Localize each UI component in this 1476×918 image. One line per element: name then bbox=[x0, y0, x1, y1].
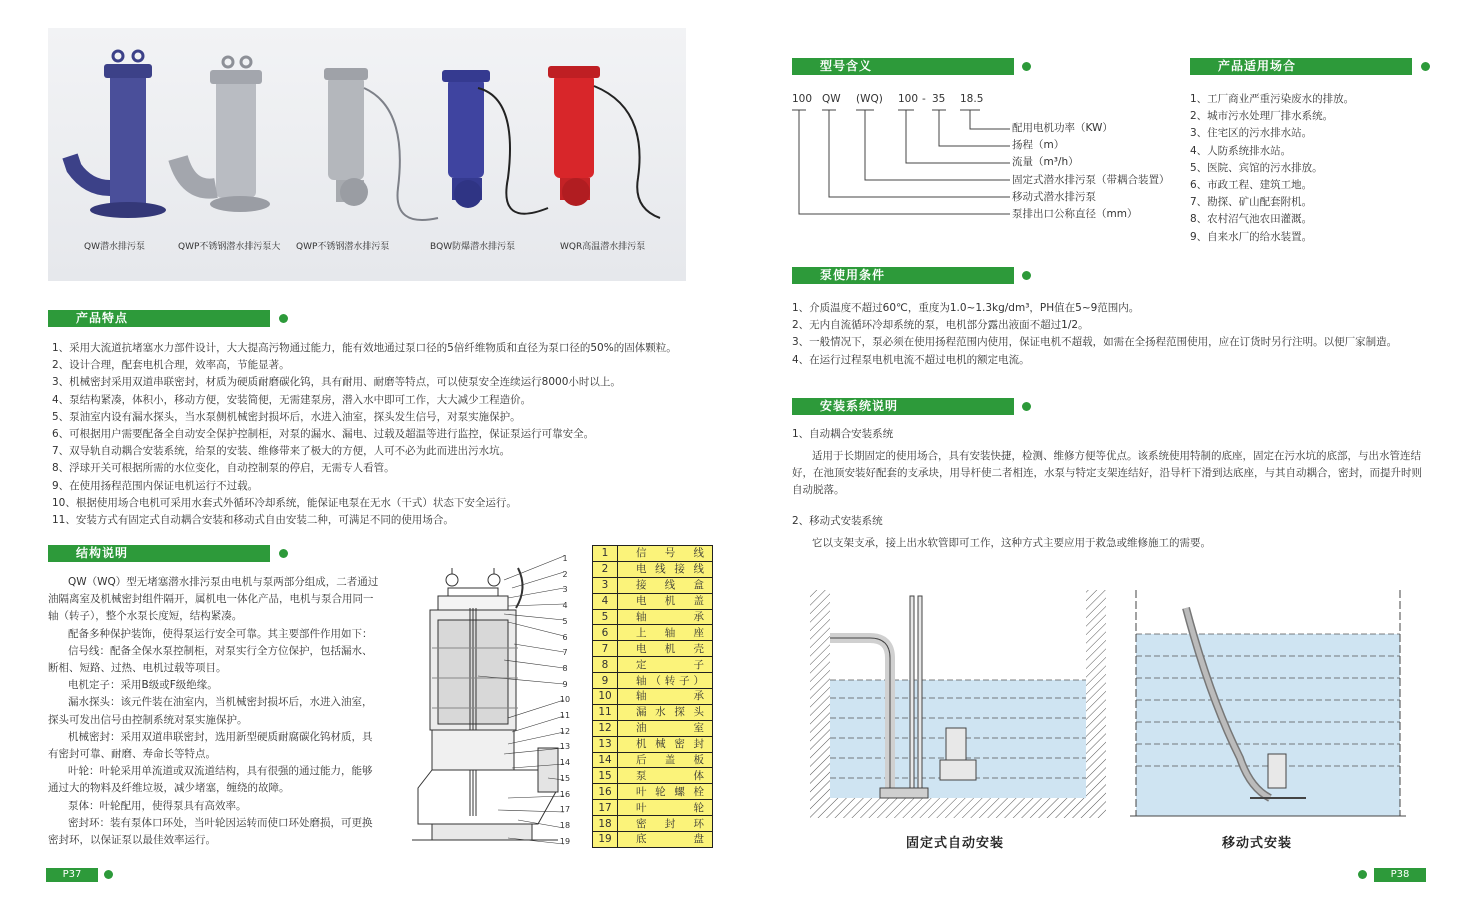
model-code-power: 18.5 bbox=[960, 93, 984, 105]
model-code-100: 100 bbox=[792, 93, 813, 105]
pump-qw-image bbox=[70, 51, 166, 218]
model-meaning: 移动式潜水排污泵 bbox=[1012, 190, 1096, 203]
structure-line: QW（WQ）型无堵塞潜水排污泵由电机与泵两部分组成，二者通过 bbox=[68, 576, 379, 588]
parts-row bbox=[593, 546, 713, 562]
model-meaning: 固定式潜水排污泵（带耦合装置） bbox=[1012, 173, 1170, 186]
parts-row bbox=[593, 800, 713, 816]
feature-item: 8、浮球开关可根据所需的水位变化，自动控制泵的停启，无需专人看管。 bbox=[52, 462, 395, 475]
conditions-header-dot bbox=[1022, 271, 1031, 280]
part-number: 3 bbox=[593, 577, 618, 593]
pump-wqr-image bbox=[548, 66, 660, 218]
structure-line: 电机定子：采用B级或F级绝缘。 bbox=[68, 679, 218, 692]
callout-number: 10 bbox=[559, 695, 571, 705]
part-number: 2 bbox=[593, 561, 618, 577]
part-name: 轴（转子） bbox=[618, 673, 713, 689]
part-number: 18 bbox=[593, 816, 618, 832]
conditions-list bbox=[792, 300, 1397, 369]
application-item: 3、住宅区的污水排水站。 bbox=[1190, 127, 1313, 140]
application-item: 4、人防系统排水站。 bbox=[1190, 144, 1292, 157]
part-name: 电机盖 bbox=[618, 593, 713, 609]
part-name: 机械密封 bbox=[618, 736, 713, 752]
page-right-dot bbox=[1358, 870, 1367, 879]
model-code-flow: 100 bbox=[898, 93, 919, 105]
condition-item: 4、在运行过程泵电机电流不超过电机的额定电流。 bbox=[792, 353, 1030, 366]
part-number: 6 bbox=[593, 625, 618, 641]
page-number-right: P38 bbox=[1374, 868, 1426, 882]
part-name: 叶轮 bbox=[618, 800, 713, 816]
parts-table bbox=[592, 545, 713, 848]
part-number: 10 bbox=[593, 689, 618, 705]
structure-line: 密封环：装有泵体口环处，当叶轮因运转而使口环处磨损，可更换 bbox=[68, 816, 373, 829]
callout-number: 18 bbox=[559, 820, 571, 830]
structure-line: 机械密封：采用双道串联密封，选用新型硬质耐腐碳化钨材质，具 bbox=[68, 730, 373, 743]
application-item: 1、工厂商业严重污染废水的排放。 bbox=[1190, 93, 1355, 105]
part-name: 定子 bbox=[618, 657, 713, 673]
callout-number: 16 bbox=[559, 789, 571, 799]
structure-line: 密封环，以保证泵以最佳效率运行。 bbox=[48, 834, 216, 847]
structure-line: 断相、短路、过热、电机过载等项目。 bbox=[48, 662, 227, 675]
callout-number: 1 bbox=[562, 554, 568, 563]
part-name: 电线接线 bbox=[618, 561, 713, 577]
part-name: 接线盒 bbox=[618, 577, 713, 593]
callout-number: 5 bbox=[562, 616, 568, 626]
structure-line: 叶轮：叶轮采用单流道或双流道结构，具有很强的通过能力，能够 bbox=[68, 765, 373, 778]
feature-item: 9、在使用扬程范围内保证电机运行不过载。 bbox=[52, 479, 259, 492]
callout-number: 9 bbox=[562, 679, 568, 689]
product-photo-banner bbox=[48, 28, 686, 281]
part-number: 13 bbox=[593, 736, 618, 752]
part-number: 8 bbox=[593, 657, 618, 673]
callout-number: 14 bbox=[559, 758, 571, 768]
model-meaning: 流量（m³/h） bbox=[1012, 156, 1079, 169]
part-number: 15 bbox=[593, 768, 618, 784]
features-list bbox=[52, 340, 677, 529]
parts-row bbox=[593, 641, 713, 657]
applications-header-dot bbox=[1421, 62, 1430, 71]
feature-item: 1、采用大流道抗堵塞水力部件设计，大大提高污物通过能力，能有效地通过泵口径的5倍纤维物质和直径为泵口径的50%的固体颗粒。 bbox=[52, 342, 677, 354]
callout-number: 13 bbox=[559, 742, 571, 752]
callout-number: 8 bbox=[562, 663, 568, 673]
part-number: 5 bbox=[593, 609, 618, 625]
parts-row bbox=[593, 832, 713, 848]
model-code-qw: QW bbox=[822, 93, 841, 105]
callout-number: 12 bbox=[559, 726, 571, 736]
application-item: 9、自来水厂的给水装置。 bbox=[1190, 230, 1313, 243]
part-name: 轴承 bbox=[618, 689, 713, 705]
model-meaning: 配用电机功率（KW） bbox=[1012, 122, 1113, 134]
part-name: 漏水探头 bbox=[618, 704, 713, 720]
fixed-install-caption: 固定式自动安装 bbox=[906, 836, 1005, 851]
model-code-wq: (WQ) bbox=[856, 93, 883, 105]
structure-line: 有密封可靠、耐磨、寿命长等特点。 bbox=[48, 748, 216, 761]
page-left-dot bbox=[104, 870, 113, 879]
fixed-install-diagram bbox=[810, 588, 1110, 820]
callout-number: 19 bbox=[559, 836, 571, 846]
parts-row bbox=[593, 704, 713, 720]
parts-row bbox=[593, 784, 713, 800]
application-item: 8、农村沼气池农田灌溉。 bbox=[1190, 213, 1313, 226]
parts-row bbox=[593, 657, 713, 673]
part-name: 叶轮螺栓 bbox=[618, 784, 713, 800]
feature-item: 7、双导轨自动耦合安装系统，给泵的安装、维修带来了极大的方便，人可不必为此而进出污水坑。 bbox=[52, 445, 511, 458]
pump-bqw-image bbox=[442, 70, 548, 214]
condition-item: 2、无内自流循环冷却系统的泵，电机部分露出液面不超过1/2。 bbox=[792, 319, 1089, 332]
callout-number: 15 bbox=[559, 773, 571, 783]
structure-header-dot bbox=[279, 549, 288, 558]
parts-row bbox=[593, 673, 713, 689]
callout-numbers bbox=[553, 551, 577, 849]
condition-item: 3、一般情况下，泵必须在使用扬程范围内使用，保证电机不超载，如需在全扬程范围使用，应在订货时另行注明。以便厂家制造。 bbox=[792, 336, 1398, 349]
model-bracket-lines bbox=[790, 106, 1012, 222]
part-number: 1 bbox=[593, 546, 618, 562]
install-header-dot bbox=[1022, 402, 1031, 411]
feature-item: 4、泵结构紧凑，体积小，移动方便，安装简便，无需建泵房，潜入水中即可工作，大大减少工程造价。 bbox=[52, 393, 532, 406]
parts-row bbox=[593, 752, 713, 768]
part-name: 轴承 bbox=[618, 609, 713, 625]
model-code-dash: - bbox=[922, 93, 926, 105]
part-name: 密封环 bbox=[618, 816, 713, 832]
part-name: 泵体 bbox=[618, 768, 713, 784]
page-number-left: P37 bbox=[46, 868, 98, 882]
parts-row bbox=[593, 768, 713, 784]
parts-row bbox=[593, 593, 713, 609]
feature-item: 2、设计合理，配套电机合理，效率高，节能显著。 bbox=[52, 359, 290, 372]
caption-qwp-large: QWP不锈钢潜水排污泵大 bbox=[178, 242, 281, 252]
parts-row bbox=[593, 609, 713, 625]
application-item: 2、城市污水处理厂排水系统。 bbox=[1190, 110, 1334, 123]
condition-item: 1、介质温度不超过60℃，重度为1.0~1.3kg/dm³，PH值在5~9范围内。 bbox=[792, 302, 1140, 314]
install-sub2: 2、移动式安装系统 bbox=[792, 515, 883, 527]
model-meanings bbox=[1012, 120, 1170, 223]
part-number: 11 bbox=[593, 704, 618, 720]
part-number: 7 bbox=[593, 641, 618, 657]
callout-number: 7 bbox=[562, 648, 568, 658]
part-name: 上轴座 bbox=[618, 625, 713, 641]
feature-item: 11、安装方式有固定式自动耦合安装和移动式自由安装二种，可满足不同的使用场合。 bbox=[52, 514, 454, 527]
callout-number: 17 bbox=[559, 805, 571, 815]
model-header: 型号含义 bbox=[792, 58, 1014, 75]
part-name: 底盘 bbox=[618, 832, 713, 848]
part-name: 油室 bbox=[618, 720, 713, 736]
caption-wqr: WQR高温潜水排污泵 bbox=[560, 242, 646, 252]
install-header: 安装系统说明 bbox=[792, 398, 1014, 415]
applications-list bbox=[1190, 91, 1354, 246]
parts-row bbox=[593, 625, 713, 641]
model-meaning: 泵排出口公称直径（mm） bbox=[1012, 208, 1138, 221]
structure-line: 漏水探头：该元件装在油室内，当机械密封损坏后，水进入油室， bbox=[68, 696, 373, 709]
mobile-install-diagram bbox=[1130, 588, 1406, 820]
structure-line: 通过大的物料及纤维垃圾，减少堵塞，缠绕的故障。 bbox=[48, 782, 290, 795]
parts-row bbox=[593, 561, 713, 577]
caption-qw: QW潜水排污泵 bbox=[84, 242, 145, 252]
structure-line: 探头可发出信号由控制系统对泵实施保护。 bbox=[48, 713, 248, 726]
part-number: 12 bbox=[593, 720, 618, 736]
feature-item: 3、机械密封采用双道串联密封，材质为硬质耐磨碳化钨，具有耐用、耐磨等特点，可以使泵安全连续运行8000小时以上。 bbox=[52, 376, 621, 389]
install-sub1: 1、自动耦合安装系统 bbox=[792, 428, 894, 440]
parts-row bbox=[593, 720, 713, 736]
install-para1-line: 适用于长期固定的使用场合，具有安装快捷，检测、维修方便等优点。该系统使用特制的底座，固定在污水坑的底部，与出水管连结 bbox=[812, 450, 1421, 462]
part-number: 17 bbox=[593, 800, 618, 816]
model-code-head: 35 bbox=[932, 93, 946, 105]
application-item: 7、勘探、矿山配套附机。 bbox=[1190, 196, 1313, 209]
structure-line: 油隔离室及机械密封组件隔开，属机电一体化产品，电机与泵合用同一 bbox=[48, 593, 374, 606]
structure-header: 结构说明 bbox=[48, 545, 270, 562]
callout-number: 3 bbox=[562, 585, 568, 595]
install-para1-line: 好，在池顶安装好配套的支承块，用导杆使二者相连，水泵与特定支架连结好，沿导杆下滑到达底座，与其自动耦合，密封，而提升时则 bbox=[792, 467, 1422, 480]
conditions-header: 泵使用条件 bbox=[792, 267, 1014, 284]
parts-row bbox=[593, 577, 713, 593]
part-name: 信号线 bbox=[618, 546, 713, 562]
part-name: 后盖板 bbox=[618, 752, 713, 768]
part-number: 16 bbox=[593, 784, 618, 800]
part-number: 14 bbox=[593, 752, 618, 768]
caption-qwp: QWP不锈钢潜水排污泵 bbox=[296, 242, 390, 252]
structure-line: 配备多种保护装饰，使得泵运行安全可靠。其主要部件作用如下： bbox=[68, 627, 373, 640]
pump-qwp-image bbox=[324, 68, 438, 220]
parts-row bbox=[593, 689, 713, 705]
pump-qwp-large-image bbox=[178, 57, 270, 212]
features-header: 产品特点 bbox=[48, 310, 270, 327]
callout-number: 4 bbox=[562, 601, 568, 611]
structure-line: 信号线：配备全保水泵控制柜，对泵实行全方位保护，包括漏水、 bbox=[68, 644, 373, 657]
feature-item: 5、泵油室内设有漏水探头，当水泵侧机械密封损坏后，水进入油室，探头发生信号，对泵实施保护。 bbox=[52, 410, 521, 423]
install-para1 bbox=[792, 448, 1422, 500]
application-item: 5、医院、宾馆的污水排放。 bbox=[1190, 161, 1323, 174]
model-header-dot bbox=[1022, 62, 1031, 71]
mobile-install-caption: 移动式安装 bbox=[1222, 836, 1293, 851]
parts-row bbox=[593, 736, 713, 752]
applications-header: 产品适用场合 bbox=[1190, 58, 1412, 75]
features-header-dot bbox=[279, 314, 288, 323]
feature-item: 10、根据使用场合电机可采用水套式外循环冷却系统，能保证电泵在无水（干式）状态下安全运行。 bbox=[52, 496, 517, 509]
part-number: 9 bbox=[593, 673, 618, 689]
feature-item: 6、可根据用户需要配备全自动安全保护控制柜，对泵的漏水、漏电、过载及超温等进行监控，保证泵运行可靠安全。 bbox=[52, 428, 595, 441]
callout-number: 11 bbox=[559, 711, 571, 721]
structure-line: 轴（转子），整个水泵长度短，结构紧凑。 bbox=[48, 610, 243, 623]
part-name: 电机壳 bbox=[618, 641, 713, 657]
application-item: 6、市政工程、建筑工地。 bbox=[1190, 179, 1313, 192]
parts-row bbox=[593, 816, 713, 832]
callout-number: 2 bbox=[562, 569, 568, 579]
callout-number: 6 bbox=[562, 632, 568, 642]
model-meaning: 扬程（m） bbox=[1012, 139, 1065, 152]
part-number: 19 bbox=[593, 832, 618, 848]
structure-line: 泵体：叶轮配用，使得泵具有高效率。 bbox=[68, 799, 247, 812]
install-para1-line: 自动脱落。 bbox=[792, 484, 845, 497]
part-number: 4 bbox=[593, 593, 618, 609]
structure-text bbox=[48, 574, 378, 849]
install-para2: 它以支架支承，接上出水软管即可工作，这种方式主要应用于救急或维修施工的需要。 bbox=[812, 537, 1211, 549]
caption-bqw: BQW防爆潜水排污泵 bbox=[430, 242, 516, 252]
